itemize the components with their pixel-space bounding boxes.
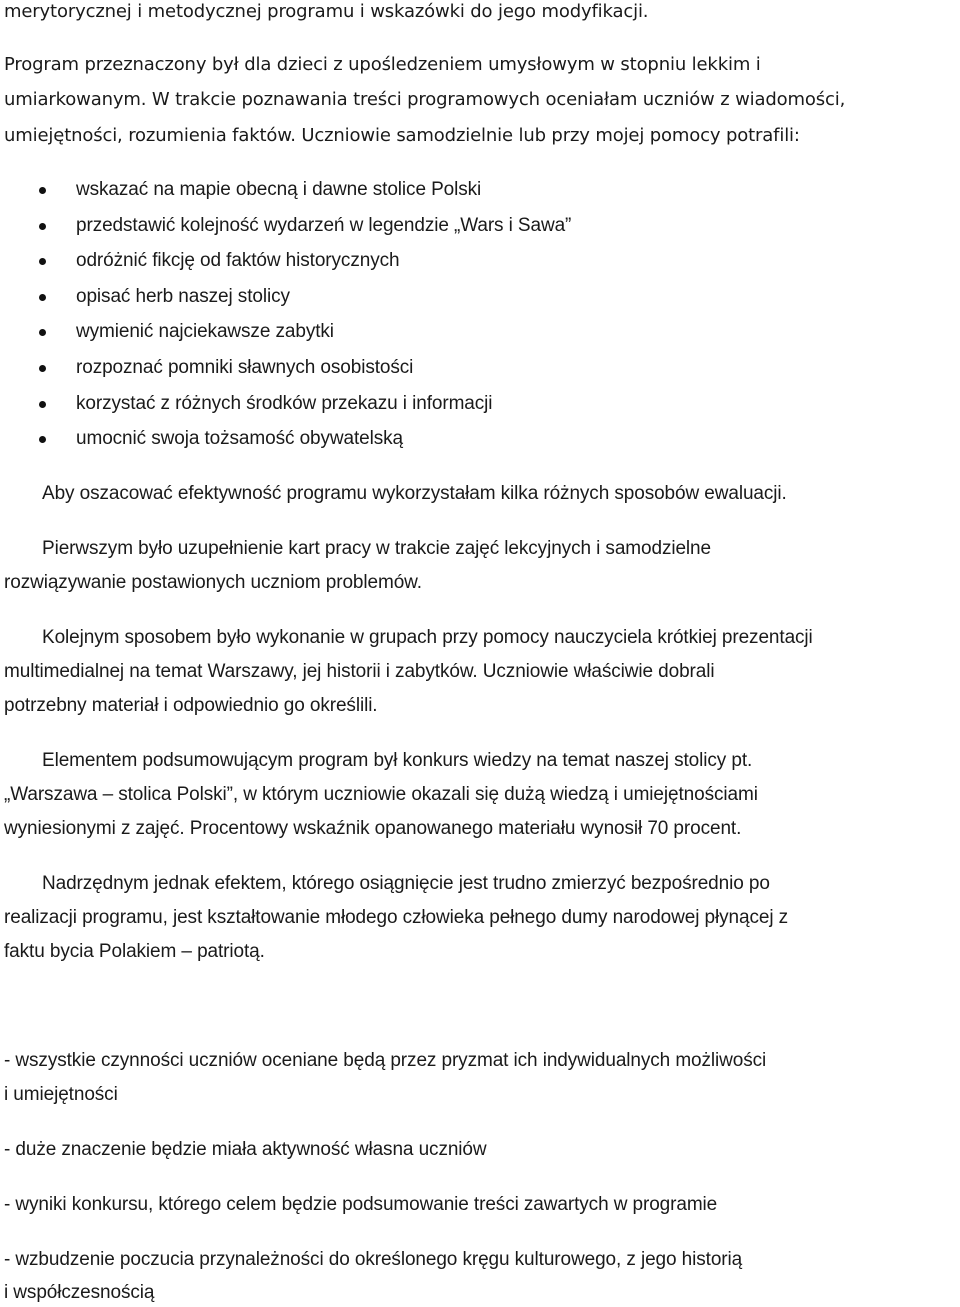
evaluation-paragraph-3-line-2: multimedialnej na temat Warszawy, jej historii i zabytków. Uczniowie właściwie dobrali xyxy=(4,661,715,682)
note-4-line-2: i współczesnością xyxy=(4,1282,155,1303)
evaluation-paragraph-1: Aby oszacować efektywność programu wykorzystałam kilka różnych sposobów ewaluacji. xyxy=(42,483,787,504)
list-item-text: odróżnić fikcję od faktów historycznych xyxy=(76,250,400,271)
bullet-icon xyxy=(39,258,46,265)
intro-line-1: merytorycznej i metodycznej programu i wskazówki do jego modyfikacji. xyxy=(4,1,649,22)
intro-line-4: umiejętności, rozumienia faktów. Uczniowie samodzielnie lub przy mojej pomocy potrafili: xyxy=(4,125,800,146)
bullet-icon xyxy=(39,187,46,194)
intro-line-3: umiarkowanym. W trakcie poznawania treści programowych oceniałam uczniów z wiadomości, xyxy=(4,89,846,110)
list-item-text: rozpoznać pomniki sławnych osobistości xyxy=(76,357,414,378)
list-item-text: wymienić najciekawsze zabytki xyxy=(76,321,334,342)
list-item-text: opisać herb naszej stolicy xyxy=(76,286,290,307)
bullet-icon xyxy=(39,294,46,301)
bullet-icon xyxy=(39,401,46,408)
evaluation-paragraph-3-line-3: potrzebny materiał i odpowiednio go określili. xyxy=(4,695,378,716)
evaluation-paragraph-3-line-1: Kolejnym sposobem było wykonanie w grupach przy pomocy nauczyciela krótkiej prezentacji xyxy=(42,627,813,648)
intro-line-2: Program przeznaczony był dla dzieci z upośledzeniem umysłowym w stopniu lekkim i xyxy=(4,54,761,75)
note-3: - wyniki konkursu, którego celem będzie podsumowanie treści zawartych w programie xyxy=(4,1194,718,1215)
note-2: - duże znaczenie będzie miała aktywność własna uczniów xyxy=(4,1139,487,1160)
evaluation-paragraph-2-line-2: rozwiązywanie postawionych uczniom problemów. xyxy=(4,572,422,593)
bullet-icon xyxy=(39,436,46,443)
note-4-line-1: - wzbudzenie poczucia przynależności do określonego kręgu kulturowego, z jego historią xyxy=(4,1249,743,1270)
list-item-text: wskazać na mapie obecną i dawne stolice Polski xyxy=(76,179,482,200)
evaluation-paragraph-2-line-1: Pierwszym było uzupełnienie kart pracy w trakcie zajęć lekcyjnych i samodzielne xyxy=(42,538,711,559)
note-1-line-2: i umiejętności xyxy=(4,1084,118,1105)
evaluation-paragraph-4-line-3: wyniesionymi z zajęć. Procentowy wskaźnik opanowanego materiału wynosił 70 procent. xyxy=(4,818,742,839)
list-item-text: przedstawić kolejność wydarzeń w legendzie „Wars i Sawa” xyxy=(76,215,572,236)
evaluation-paragraph-4-line-1: Elementem podsumowującym program był konkurs wiedzy na temat naszej stolicy pt. xyxy=(42,750,753,771)
bullet-icon xyxy=(39,329,46,336)
note-1-line-1: - wszystkie czynności uczniów oceniane będą przez pryzmat ich indywidualnych możliwości xyxy=(4,1050,767,1071)
list-item-text: korzystać z różnych środków przekazu i informacji xyxy=(76,393,493,414)
bullet-icon xyxy=(39,365,46,372)
evaluation-paragraph-5-line-1: Nadrzędnym jednak efektem, którego osiągnięcie jest trudno zmierzyć bezpośrednio po xyxy=(42,873,770,894)
evaluation-paragraph-5-line-2: realizacji programu, jest kształtowanie młodego człowieka pełnego dumy narodowej płynącej z xyxy=(4,907,789,928)
evaluation-paragraph-5-line-3: faktu bycia Polakiem – patriotą. xyxy=(4,941,265,962)
evaluation-paragraph-4-line-2: „Warszawa – stolica Polski”, w którym uczniowie okazali się dużą wiedzą i umiejętnościami xyxy=(4,784,758,805)
bullet-icon xyxy=(39,223,46,230)
list-item-text: umocnić swoja tożsamość obywatelską xyxy=(76,428,404,449)
